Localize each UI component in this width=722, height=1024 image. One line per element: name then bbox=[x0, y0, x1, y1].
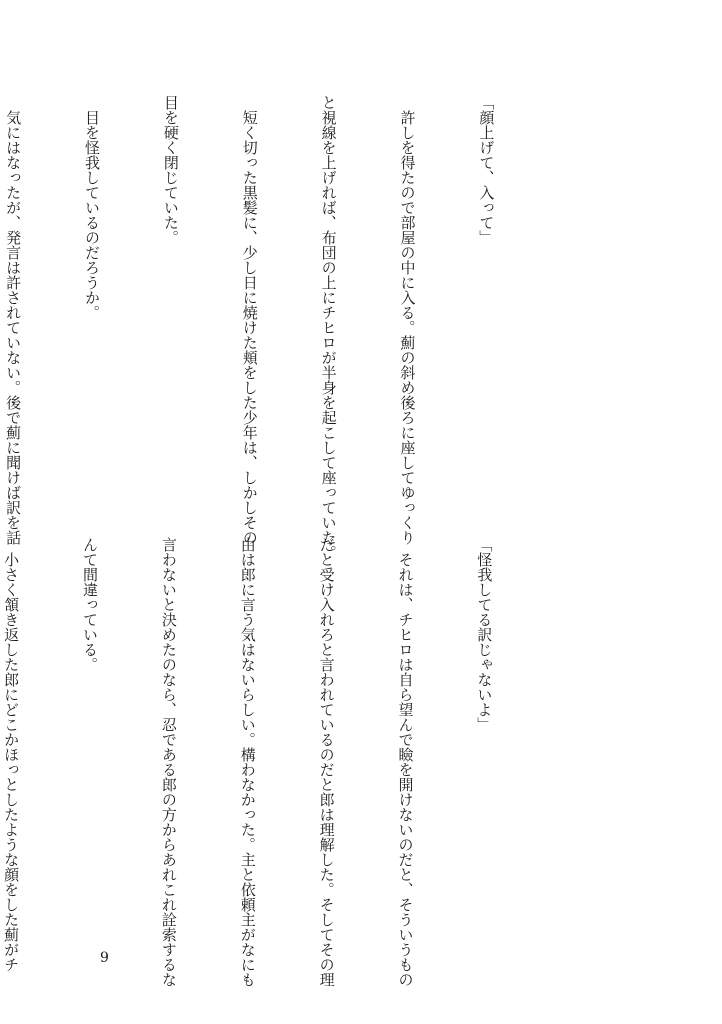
text-line: 小さく頷き返した郎にどこかほっとしたような顔をした薊がチ bbox=[2, 537, 21, 972]
text-line: 由は郎に言う気はないらしい。構わなかった。主と依頼主がなにも bbox=[238, 537, 257, 987]
text-line: 「怪我してる訳じゃないよ」 bbox=[475, 537, 494, 732]
lower-text-block bbox=[2, 537, 550, 987]
text-line: 許しを得たので部屋の中に入る。薊の斜め後ろに座してゆっくり bbox=[398, 95, 417, 545]
text-line: 言わないと決めたのなら、忍である郎の方からあれこれ詮索するな bbox=[159, 537, 178, 987]
text-line: と視線を上げれば、布団の上にチヒロが半身を起こして座っていた。 bbox=[319, 95, 338, 560]
text-line: 「顔上げて、入って」 bbox=[477, 95, 496, 245]
text-line: それは、チヒロは自ら望んで瞼を開けないのだと、そういうもの bbox=[396, 537, 415, 987]
text-line: だと受け入れろと言われているのだと郎は理解した。そしてその理 bbox=[317, 537, 336, 987]
upper-text-block bbox=[4, 95, 552, 560]
text-line: 目を硬く閉じていた。 bbox=[161, 95, 180, 245]
text-line: んて間違っている。 bbox=[80, 537, 99, 672]
text-line: 短く切った黒髪に、少し日に焼けた頬をした少年は、しかしその bbox=[240, 95, 259, 545]
text-line: 気にはなったが、発言は許されていない。後で薊に聞けば訳を話 bbox=[4, 95, 23, 545]
text-line: 目を怪我しているのだろうか。 bbox=[82, 95, 101, 320]
page-number: 9 bbox=[100, 950, 109, 966]
